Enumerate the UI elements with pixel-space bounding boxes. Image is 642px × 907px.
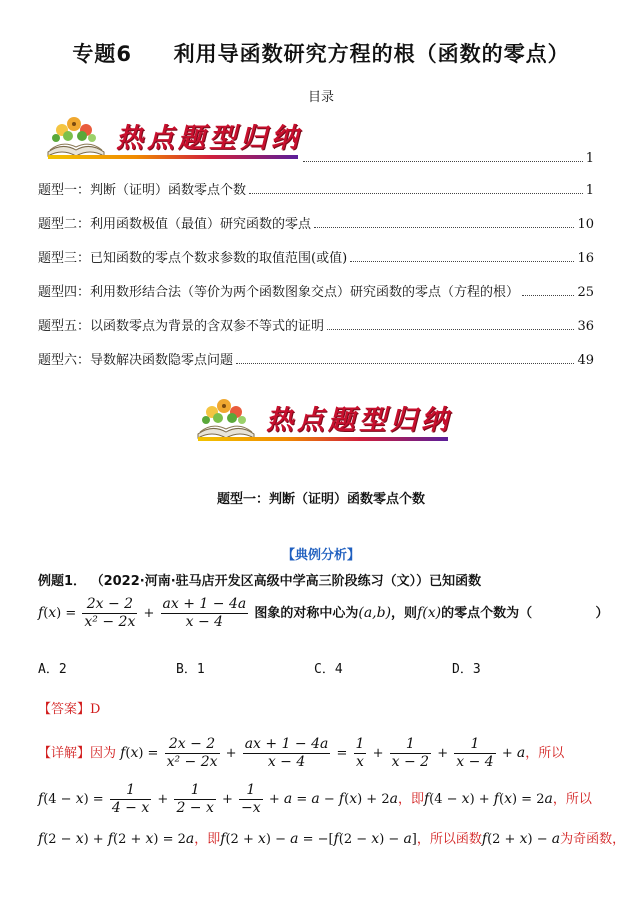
toc-row[interactable] xyxy=(38,246,594,266)
example-formula-line: f(x) = $\frac{2x - 2}{\text{x² − 2x}}$ + $\frac{ax + 1 - 4a}{x - 4}$ 图象的对称中心为(a,b)，则f(x)的零点个数为（ ） xyxy=(38,596,609,630)
toc-heading: 目录 xyxy=(307,90,334,105)
solution-so2: ，所以函数 xyxy=(416,832,482,847)
hot-topic-banner xyxy=(192,394,452,446)
toc-row[interactable] xyxy=(38,212,594,232)
solution-so: ，所以 xyxy=(552,792,592,807)
answer-value: D xyxy=(90,702,101,717)
toc-row[interactable] xyxy=(38,314,594,334)
open-book-flowers-icon xyxy=(42,112,110,160)
option-d[interactable]: D．3 xyxy=(452,662,481,677)
solution-ie: ，即 xyxy=(397,792,424,807)
toc-row[interactable] xyxy=(300,146,594,166)
toc-page: 49 xyxy=(577,353,594,368)
solution-tag: 【详解】 xyxy=(38,746,91,761)
fraction: $\frac{ax + 1 - 4a}{x - 4}$ xyxy=(162,596,247,630)
toc-leader xyxy=(350,261,574,262)
toc-label: 题型六：导数解决函数隐零点问题 xyxy=(38,353,234,368)
solution-because: 因为 xyxy=(90,746,117,761)
symmetry-point: (a,b) xyxy=(358,605,392,621)
toc-label: 题型二：利用函数极值（最值）研究函数的零点 xyxy=(38,217,312,232)
toc-label: 题型五：以函数零点为背景的含双参不等式的证明 xyxy=(38,319,325,334)
open-book-flowers-icon xyxy=(192,394,260,442)
function-symbol: f(x) xyxy=(417,605,442,621)
toc-page: 16 xyxy=(577,251,594,266)
fraction: $\frac{2x - 2}{\text{x² − 2x}}$ xyxy=(84,596,136,630)
answer-tag: 【答案】 xyxy=(38,702,91,717)
solution-ie: ，即 xyxy=(194,832,221,847)
toc-leader xyxy=(236,363,574,364)
toc-row[interactable] xyxy=(38,178,594,198)
toc-label: 题型一：判断（证明）函数零点个数 xyxy=(38,183,247,198)
banner-underline xyxy=(198,437,448,441)
example-source: （2022·河南·驻马店开发区高级中学高三阶段练习（文））已知函数 xyxy=(90,574,482,589)
toc-leader xyxy=(327,329,574,330)
example-question: 的零点个数为（ ） xyxy=(441,606,609,621)
page-title: 专题6 利用导函数研究方程的根（函数的零点） xyxy=(72,42,570,66)
toc-row[interactable] xyxy=(38,348,594,368)
toc-page: 1 xyxy=(585,151,594,166)
toc-leader xyxy=(303,161,583,162)
banner-text: 热点题型归纳 xyxy=(116,123,302,154)
answer-line xyxy=(38,698,100,717)
example-mid-text: 图象的对称中心为 xyxy=(254,606,359,621)
option-b[interactable]: B．1 xyxy=(176,662,205,677)
toc-page: 1 xyxy=(585,183,594,198)
toc-leader xyxy=(314,227,574,228)
solution-line: 【详解】因为 f(x) = $\frac{2x - 2}{\text{x² − 2x}}$ + $\frac{ax + 1 - 4a}{x - 4}$ = $\frac{1}{x}$ + $\frac{1}{x - 2}$ + $\frac{1}{x - 4}$ + a，所以 xyxy=(38,736,565,770)
toc-label: 题型三：已知函数的零点个数求参数的取值范围(或值) xyxy=(38,251,348,266)
toc-page: 25 xyxy=(577,285,594,300)
toc-page: 36 xyxy=(577,319,594,334)
example-subheading: 【典例分析】 xyxy=(281,548,360,563)
solution-line: f(2 − x) + f(2 + x) = 2a，即f(2 + x) − a = −[f(2 − x) − a]，所以函数f(2 + x) − a为奇函数， xyxy=(38,831,626,847)
toc-label: 题型四：利用数形结合法（等价为两个函数图象交点）研究函数的零点（方程的根） xyxy=(38,285,520,300)
hot-topic-banner xyxy=(42,112,302,164)
section-title: 题型一：判断（证明）函数零点个数 xyxy=(216,492,425,507)
example-header xyxy=(38,570,481,589)
toc-leader xyxy=(522,295,574,296)
option-a[interactable]: A．2 xyxy=(38,662,67,677)
toc-leader xyxy=(249,193,583,194)
toc-page: 10 xyxy=(577,217,594,232)
banner-underline xyxy=(48,155,298,159)
solution-so: ，所以 xyxy=(525,746,565,761)
example-then-text: ，则 xyxy=(391,606,418,621)
example-label: 例题1． xyxy=(38,574,87,589)
toc-row[interactable] xyxy=(38,280,594,300)
solution-line: f(4 − x) = $\frac{1}{4 - x}$ + $\frac{1}{2 - x}$ + $\frac{1}{-x}$ + a = a − f(x) + 2a，即f(4 − x) + f(x) = 2a，所以 xyxy=(38,782,592,816)
option-c[interactable]: C．4 xyxy=(314,662,343,677)
solution-odd: 为奇函数， xyxy=(560,832,626,847)
banner-text: 热点题型归纳 xyxy=(266,405,452,436)
